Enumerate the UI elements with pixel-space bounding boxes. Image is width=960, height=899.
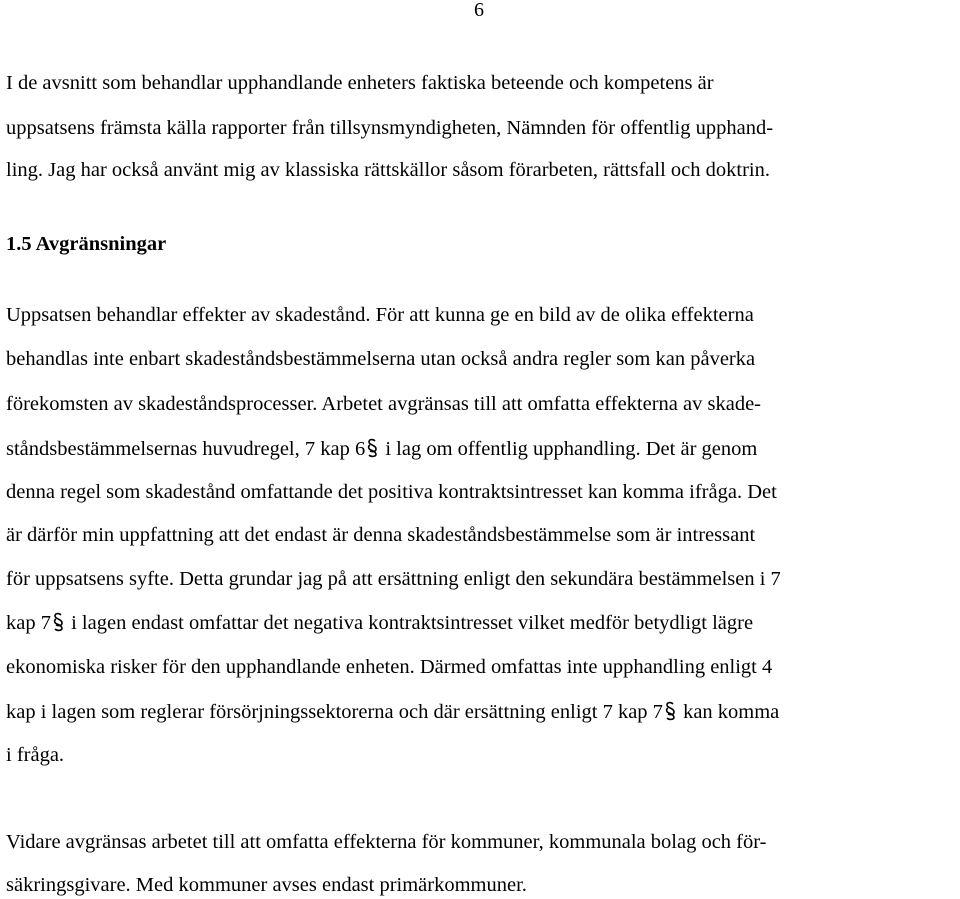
- text-line: Vidare avgränsas arbetet till att omfatta effekterna för kommuner, kommunala bolag och för-: [6, 831, 767, 853]
- text-line: för uppsatsens syfte. Detta grundar jag på att ersättning enligt den sekundära bestämmelsen i 7: [6, 568, 781, 590]
- text-line: ekonomiska risker för den upphandlande enheten. Därmed omfattas inte upphandling enligt 4: [6, 656, 773, 678]
- text-line: [6, 609, 753, 636]
- section-sign-icon: [51, 612, 66, 632]
- text-line: ling. Jag har också använt mig av klassiska rättskällor såsom förarbeten, rättsfall och doktrin.: [6, 159, 770, 181]
- text-segment: i lagen endast omfattar det negativa kontraktsintresset vilket medför betydligt lägre: [65, 612, 754, 634]
- text-line: är därför min uppfattning att det endast är denna skadeståndsbestämmelse som är intressant: [6, 524, 756, 546]
- text-segment: i lag om offentlig upphandling. Det är genom: [380, 438, 758, 460]
- text-segment: ståndsbestämmelsernas huvudregel, 7 kap 6: [6, 438, 366, 460]
- section-sign-icon: [663, 701, 678, 721]
- text-line: Uppsatsen behandlar effekter av skadestånd. För att kunna ge en bild av de olika effekterna: [6, 304, 754, 326]
- section-sign-icon: [365, 438, 380, 458]
- text-line: uppsatsens främsta källa rapporter från tillsynsmyndigheten, Nämnden för offentlig upphand-: [6, 117, 774, 139]
- text-line: behandlas inte enbart skadeståndsbestämmelserna utan också andra regler som kan påverka: [6, 348, 756, 370]
- text-segment: kap 7: [6, 612, 51, 634]
- text-line: denna regel som skadestånd omfattande det positiva kontraktsintresset kan komma ifråga. Det: [6, 481, 777, 503]
- text-line: [6, 435, 757, 462]
- text-line: I de avsnitt som behandlar upphandlande enheters faktiska beteende och kompetens är: [6, 72, 714, 94]
- page-number: 6: [474, 0, 484, 21]
- text-segment: kap i lagen som reglerar försörjningssektorerna och där ersättning enligt 7 kap 7: [6, 701, 663, 723]
- text-line: [6, 698, 779, 725]
- text-line: förekomsten av skadeståndsprocesser. Arbetet avgränsas till att omfatta effekterna av skade-: [6, 393, 761, 415]
- section-heading: 1.5 Avgränsningar: [6, 233, 167, 255]
- text-line: säkringsgivare. Med kommuner avses endast primärkommuner.: [6, 874, 527, 896]
- text-segment: kan komma: [677, 701, 780, 723]
- text-line: i fråga.: [6, 744, 65, 766]
